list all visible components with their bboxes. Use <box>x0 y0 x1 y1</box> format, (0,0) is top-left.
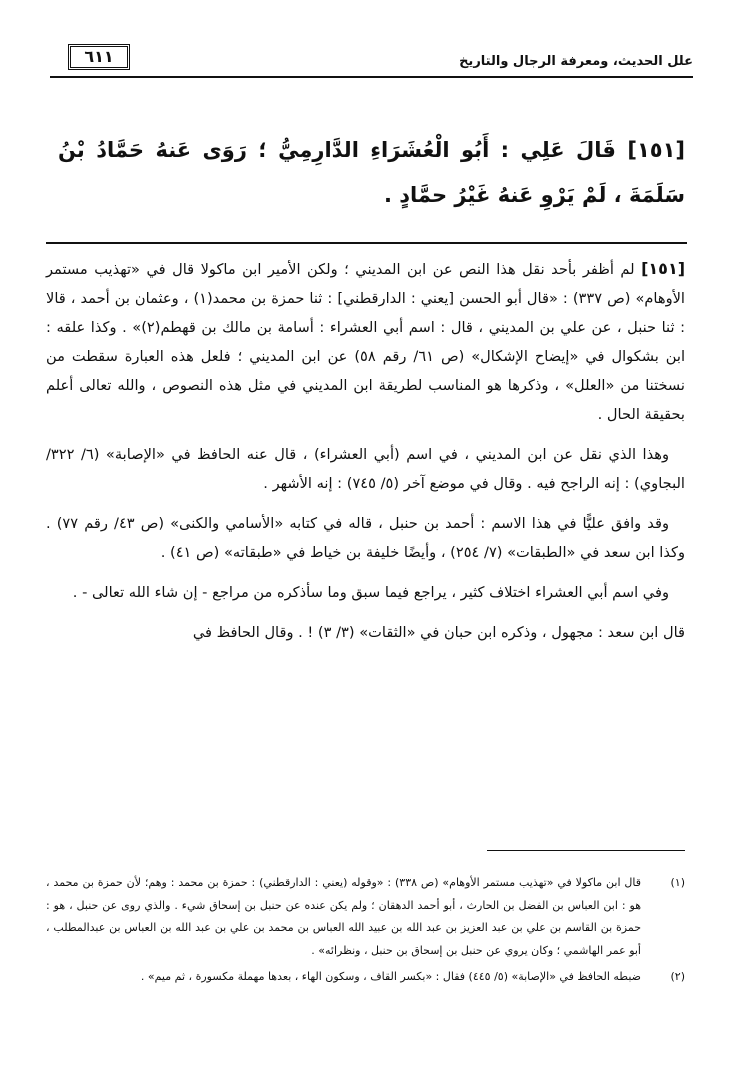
commentary-paragraph: قال ابن سعد : مجهول ، وذكره ابن حبان في «الثقات» (٣/ ٣) ! . وقال الحافظ في <box>192 624 685 641</box>
commentary-entry-number: [١٥١] <box>641 259 686 278</box>
hadith-text <box>58 128 685 218</box>
entry-number: [١٥١] <box>627 138 686 162</box>
footnote-separator <box>487 850 685 851</box>
running-title: علل الحديث، ومعرفة الرجال والتاريخ <box>459 54 693 69</box>
page-number: ٦١١ <box>68 44 130 70</box>
footnote-text: قال ابن ماكولا في «تهذيب مستمر الأوهام» (ص ٣٣٨) : «وقوله (يعني : الدارقطني) : حمزة بن محمد : وهم؛ لأن حمزة بن محمد ، هو : ابن العباس بن الفضل بن الحارث ، أبو أحمد الدهقان ؛ ولم يكن عنده عن حنبل بن إسحاق شيء . والذي روى عن حنبل ، هو : حمزة بن القاسم بن علي بن عبد العزيز بن عبد الله بن عبيد الله العباس بن محمد بن علي بن عبد الله بن العباس بن عبدالمطلب ، أبو عمر الهاشمي ؛ وكان يروي عن حنبل بن إسحاق بن حنبل ، ونظرائه» . <box>46 876 641 957</box>
footnote-text: ضبطه الحافظ في «الإصابة» (٥/ ٤٤٥) فقال : «بكسر القاف ، وسكون الهاء ، بعدها مهملة مكسورة ، ثم ميم» . <box>140 970 641 983</box>
footnote <box>46 872 685 962</box>
hadith-body: قَالَ عَلِي : أَبُو الْعُشَرَاءِ الدَّارِمِيُّ ؛ رَوَى عَنهُ حَمَّادُ بْنُ سَلَمَةَ ، لَمْ يَرْوِ عَنهُ غَيْرُ حمَّادٍ . <box>58 138 685 207</box>
footnote <box>46 966 685 989</box>
main-separator <box>46 242 687 244</box>
commentary-section <box>46 254 685 658</box>
footnotes <box>46 872 685 993</box>
commentary-paragraph: وقد وافق عليًّا في هذا الاسم : أحمد بن حنبل ، قاله في كتابه «الأسامي والكنى» (ص ٤٣/ رقم ٧٧) . وكذا ابن سعد في «الطبقات» (٧/ ٢٥٤) ، وأيضًا خليفة بن خياط في «طبقاته» (ص ٤١) . <box>46 515 685 561</box>
commentary-paragraph: وهذا الذي نقل عن ابن المديني ، في اسم (أبي العشراء) ، قال عنه الحافظ في «الإصابة» (٦/ ٣٢٢/ البجاوي) : إنه الراجح فيه . وقال في موضع آخر (٥/ ٧٤٥) : إنه الأشهر . <box>46 446 685 492</box>
page-header <box>50 46 693 78</box>
footnote-number: (٢) <box>670 970 685 983</box>
footnote-number: (١) <box>670 876 685 889</box>
commentary-paragraph: وفي اسم أبي العشراء اختلاف كثير ، يراجع فيما سبق وما سأذكره من مراجع - إن شاء الله تعالى - . <box>72 584 669 601</box>
commentary-paragraph <box>46 254 685 429</box>
commentary-text: لم أظفر بأحد نقل هذا النص عن ابن المديني ؛ ولكن الأمير ابن ماكولا قال في «تهذيب مستمر الأوهام» (ص ٣٣٧) : «قال أبو الحسن [يعني : الدارقطني] : ثنا حمزة بن محمد(١) ، وعثمان بن أحمد ، قالا : ثنا حنبل ، عن علي بن المديني ، قال : اسم أبي العشراء : أسامة بن مالك بن قهطم(٢)» . وكذا علقه : ابن بشكوال في «إيضاح الإشكال» (ص ٦١/ رقم ٥٨) عن ابن المديني ؛ فلعل هذه العبارة سقطت من نسختنا من «العلل» ، وذكرها هو المناسب لطريقة ابن المديني في مثل هذه النصوص ، والله تعالى أعلم بحقيقة الحال . <box>46 261 685 423</box>
